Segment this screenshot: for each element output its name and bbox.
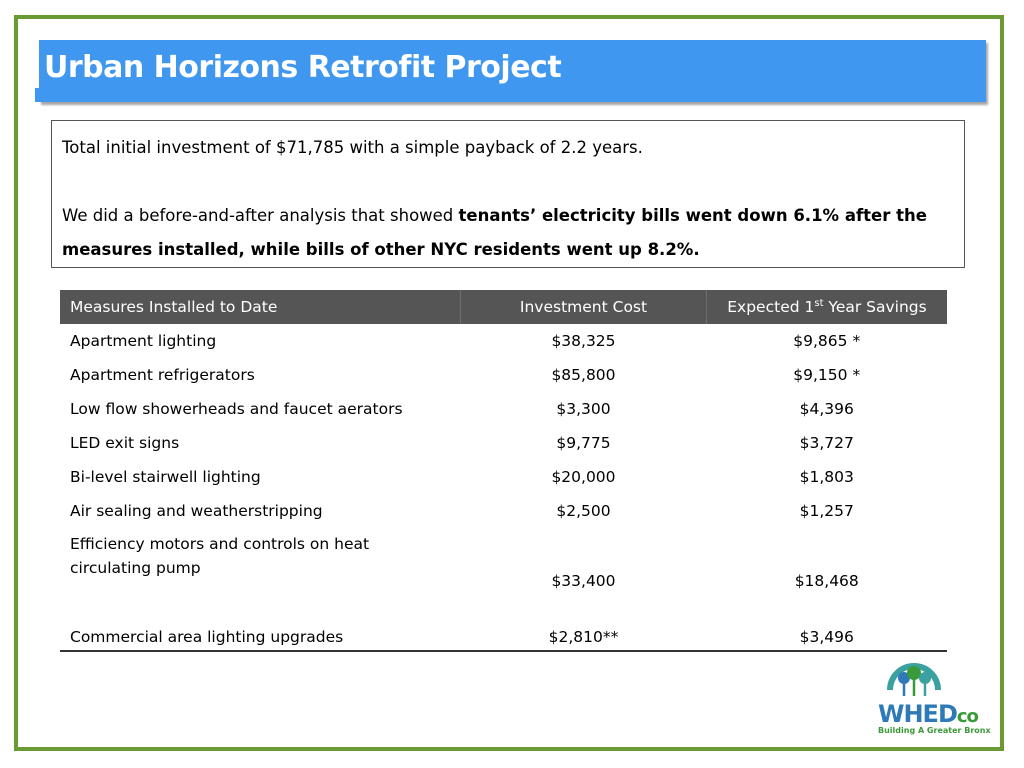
table-row: [60, 426, 947, 460]
table-row: [60, 324, 947, 358]
cost-cell: $20,000: [551, 468, 616, 486]
measures-table: [60, 290, 947, 652]
summary-analysis: [62, 199, 954, 267]
savings-cell: $3,496: [707, 594, 948, 651]
measure-cell: Apartment refrigerators: [70, 366, 255, 384]
table-row: [60, 528, 947, 594]
summary-box: [51, 120, 965, 268]
header-expected-savings: Expected 1st Year Savings: [707, 290, 948, 324]
cost-cell: $38,325: [551, 332, 616, 350]
table-header-row: [60, 290, 947, 324]
savings-cell: $18,468: [794, 572, 859, 590]
table-row: [60, 358, 947, 392]
savings-cell: $1,257: [799, 502, 854, 520]
measure-cell: Efficiency motors and controls on heat circulating pump: [70, 535, 370, 577]
summary-investment: Total initial investment of $71,785 with a simple payback of 2.2 years.: [62, 138, 643, 157]
savings-cell: $9,150 *: [793, 366, 861, 384]
header-investment-cost: Investment Cost: [461, 290, 707, 324]
measure-cell: Air sealing and weatherstripping: [70, 502, 323, 520]
savings-cell: $1,803: [799, 468, 854, 486]
summary-analysis-bold: tenants’ electricity bills went down 6.1% after the measures installed, while bills of other NYC residents went up 8.2%.: [62, 206, 927, 259]
table-row: [60, 392, 947, 426]
table-row: [60, 494, 947, 528]
measure-cell: Apartment lighting: [70, 332, 217, 350]
table-row: [60, 594, 947, 651]
savings-cell: $4,396: [799, 400, 854, 418]
savings-cell: $9,865 *: [793, 332, 861, 350]
cost-cell: $2,810**: [461, 594, 707, 651]
measure-cell: Bi-level stairwell lighting: [70, 468, 261, 486]
measure-cell: LED exit signs: [70, 434, 180, 452]
summary-analysis-plain: We did a before-and-after analysis that showed: [62, 206, 459, 225]
logo-wordmark: WHEDco: [878, 700, 978, 728]
title-bar-accent: [35, 88, 39, 102]
measure-cell: Commercial area lighting upgrades: [60, 594, 461, 651]
savings-cell: $3,727: [799, 434, 854, 452]
header-measures: Measures Installed to Date: [60, 290, 461, 324]
cost-cell: $2,500: [556, 502, 611, 520]
cost-cell: $3,300: [556, 400, 611, 418]
logo-tagline: Building A Greater Bronx: [878, 726, 991, 735]
cost-cell: $33,400: [551, 572, 616, 590]
slide-title: Urban Horizons Retrofit Project: [44, 50, 562, 85]
table-row: [60, 460, 947, 494]
cost-cell: $85,800: [551, 366, 616, 384]
cost-cell: $9,775: [556, 434, 611, 452]
measure-cell: Low flow showerheads and faucet aerators: [70, 400, 403, 418]
